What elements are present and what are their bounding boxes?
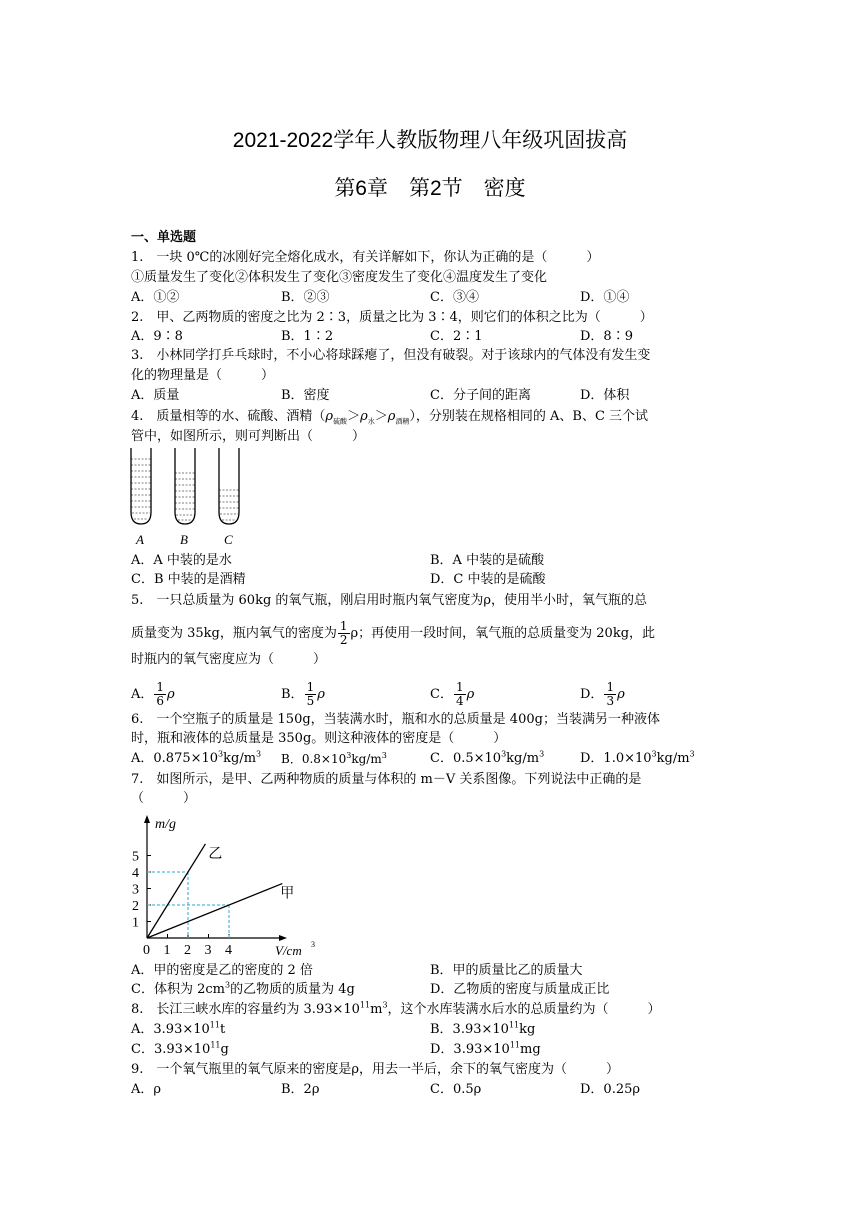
q7-option-b: B．甲的质量比乙的质量大	[430, 963, 583, 978]
q3-stem-2: 化的物理量是（ ）	[131, 368, 275, 383]
q9-option-b: B．2ρ	[281, 1082, 320, 1097]
q5-option-c: C． $\frac{1}{4}$ ρ	[430, 680, 475, 708]
q8-option-a: A．$3.93\times 10^{11}t$	[131, 1020, 226, 1037]
q8-option-b: B．$3.93\times 10^{11}kg$	[430, 1020, 536, 1037]
q3-option-d: D．体积	[580, 388, 630, 403]
half-fraction: $\frac{1}{2}$	[339, 619, 348, 647]
q8-option-c: C．$3.93\times 10^{11}g$	[131, 1040, 229, 1057]
x-tick-label: 2	[184, 943, 191, 958]
q9-stem: 9. 一个氧气瓶里的氧气原来的密度是ρ，用去一半后，余下的氧气密度为（ ）	[131, 1062, 620, 1077]
q2-stem: 2. 甲、乙两物质的密度之比为 2∶3，质量之比为 3∶4，则它们的体积之比为（ ）	[131, 310, 653, 325]
test-tubes-figure	[125, 444, 255, 548]
q1-option-b: B．②③	[281, 290, 330, 305]
series-line-yi	[147, 844, 205, 938]
test-tube-b	[175, 448, 195, 524]
tube-label-c: C	[224, 532, 233, 547]
q7-option-d: D．乙物质的密度与质量成正比	[430, 982, 610, 997]
q2-option-a: A．9∶8	[131, 329, 183, 344]
q9-option-a: A．ρ	[131, 1082, 162, 1097]
q4-option-d: D．C 中装的是硫酸	[430, 572, 546, 587]
test-tube-c	[219, 448, 239, 524]
q5-option-d: D． $\frac{1}{3}$ ρ	[580, 680, 625, 708]
q6-option-d: D．$1.0\times 10^3kg/m^3$	[580, 749, 695, 766]
y-tick-label: 4	[132, 866, 139, 881]
q1-stem: 1. 一块 0℃的冰刚好完全熔化成水，有关详解如下，你认为正确的是（ ）	[131, 250, 600, 265]
q6-stem-2: 时，瓶和液体的总质量是 350g。则这种液体的密度是（ ）	[131, 731, 507, 746]
test-tube-a	[131, 448, 151, 524]
q5-stem-3: 时瓶内的氧气密度应为（ ）	[131, 652, 327, 667]
q4-option-c: C．B 中装的是酒精	[131, 572, 246, 587]
series-label-yi: 乙	[208, 846, 223, 862]
tube-label-b: B	[180, 532, 188, 547]
q7-option-c: C．体积为 $2cm^3$的乙物质的质量为 4g	[131, 980, 355, 997]
q3-stem: 3. 小林同学打乒乓球时，不小心将球踩瘪了，但没有破裂。对于该球内的气体没有发生变	[131, 348, 651, 363]
q1-stem-2: ①质量发生了变化②体积发生了变化③密度发生了变化④温度发生了变化	[131, 270, 548, 285]
y-tick-label: 3	[132, 882, 139, 898]
liquid-b	[175, 473, 195, 520]
q7-stem-2: （ ）	[131, 791, 197, 806]
q1-option-a: A．①②	[131, 290, 180, 305]
x-tick-label: 0	[143, 943, 150, 958]
x-axis-arrow	[279, 935, 287, 941]
q8-option-d: D．$3.93\times 10^{11}mg$	[430, 1040, 541, 1057]
q3-option-c: C．分子间的距离	[430, 388, 531, 403]
x-axis-label-exp: 3	[311, 940, 315, 949]
y-tick-label: 5	[132, 849, 139, 865]
q1-option-c: C．③④	[430, 290, 479, 305]
m-v-chart	[125, 810, 325, 962]
q6-option-a: A．$0.875\times 10^3kg/m^3$	[131, 749, 262, 766]
series-label-jia: 甲	[280, 886, 295, 902]
liquid-a	[131, 459, 151, 519]
rho-symbol: ρ	[325, 409, 334, 424]
q7-option-a: A．甲的密度是乙的密度的 2 倍	[131, 963, 313, 978]
y-axis-arrow	[144, 815, 150, 823]
q4-stem-2: 管中，如图所示，则可判断出（ ）	[131, 429, 366, 444]
q4-option-b: B．A 中装的是硫酸	[430, 553, 545, 568]
q9-option-d: D．0.25ρ	[580, 1082, 641, 1097]
y-tick-label: 1	[132, 915, 139, 931]
tube-label-a: A	[136, 532, 144, 547]
q5-stem: 5. 一只总质量为 60kg 的氧气瓶，刚启用时瓶内氧气密度为ρ，使用半小时，氧气瓶的总	[131, 593, 648, 608]
y-tick-label: 2	[132, 899, 139, 914]
q5-stem-2: 质量变为 35kg，瓶内氧气的密度为 $\frac{1}{2}$ ρ；再使用一段时间，氧气瓶的总质量变为 20kg，此	[131, 619, 656, 647]
liquid-c	[219, 490, 239, 520]
q6-option-c: C．$0.5\times 10^3kg/m^3$	[430, 749, 545, 766]
x-axis-label: V/cm	[275, 943, 302, 958]
y-axis-label: m/g	[155, 817, 176, 832]
x-tick-label: 3	[204, 943, 212, 958]
q1-option-d: D．①④	[580, 290, 630, 305]
q2-option-d: D．8∶9	[580, 329, 633, 344]
rho-symbol: ρ	[360, 409, 368, 424]
q6-option-b: B．$0.8\times 10^3kg/m^3$	[281, 751, 387, 766]
series-line-jia	[147, 884, 282, 938]
q8-stem: 8. 长江三峡水库的容量约为 $3.93\times 10^{11}m^3$，这个水库装满水后水的总质量约为（ ）	[131, 1000, 661, 1017]
page-title: 2021-2022学年人教版物理八年级巩固拔高	[232, 129, 628, 152]
x-tick-label: 4	[225, 943, 232, 958]
q5-option-a: A． $\frac{1}{6}$ ρ	[131, 680, 175, 708]
section-heading: 一、单选题	[131, 230, 197, 245]
chart-guide-lines	[147, 872, 229, 938]
q7-stem: 7. 如图所示，是甲、乙两种物质的质量与体积的 m－V 关系图像。下列说法中正确的是	[131, 772, 642, 787]
q3-option-b: B．密度	[281, 388, 330, 403]
q4-stem: 4. 质量相等的水、硫酸、酒精$(\rho_{硫酸}>\rho_水>\rho_{酒精})$，分别装在规格相同的 A、B、C 三个试	[131, 409, 649, 426]
q9-option-c: C．0.5ρ	[430, 1082, 482, 1097]
chart-axes	[144, 815, 287, 941]
q6-stem: 6. 一个空瓶子的质量是 150g，当装满水时，瓶和水的总质量是 400g；当装满另一种液体	[131, 712, 660, 727]
q2-option-c: C．2∶1	[430, 329, 483, 344]
page-subtitle: 第6章 第2节 密度	[334, 177, 526, 200]
q3-option-a: A．质量	[131, 388, 180, 403]
q5-option-b: B． $\frac{1}{5}$ ρ	[281, 680, 325, 708]
q4-option-a: A．A 中装的是水	[131, 553, 232, 568]
chart-series	[147, 844, 294, 938]
q2-option-b: B．1∶2	[281, 329, 334, 344]
rho-symbol: ρ	[387, 409, 396, 424]
x-tick-label: 1	[163, 943, 171, 958]
